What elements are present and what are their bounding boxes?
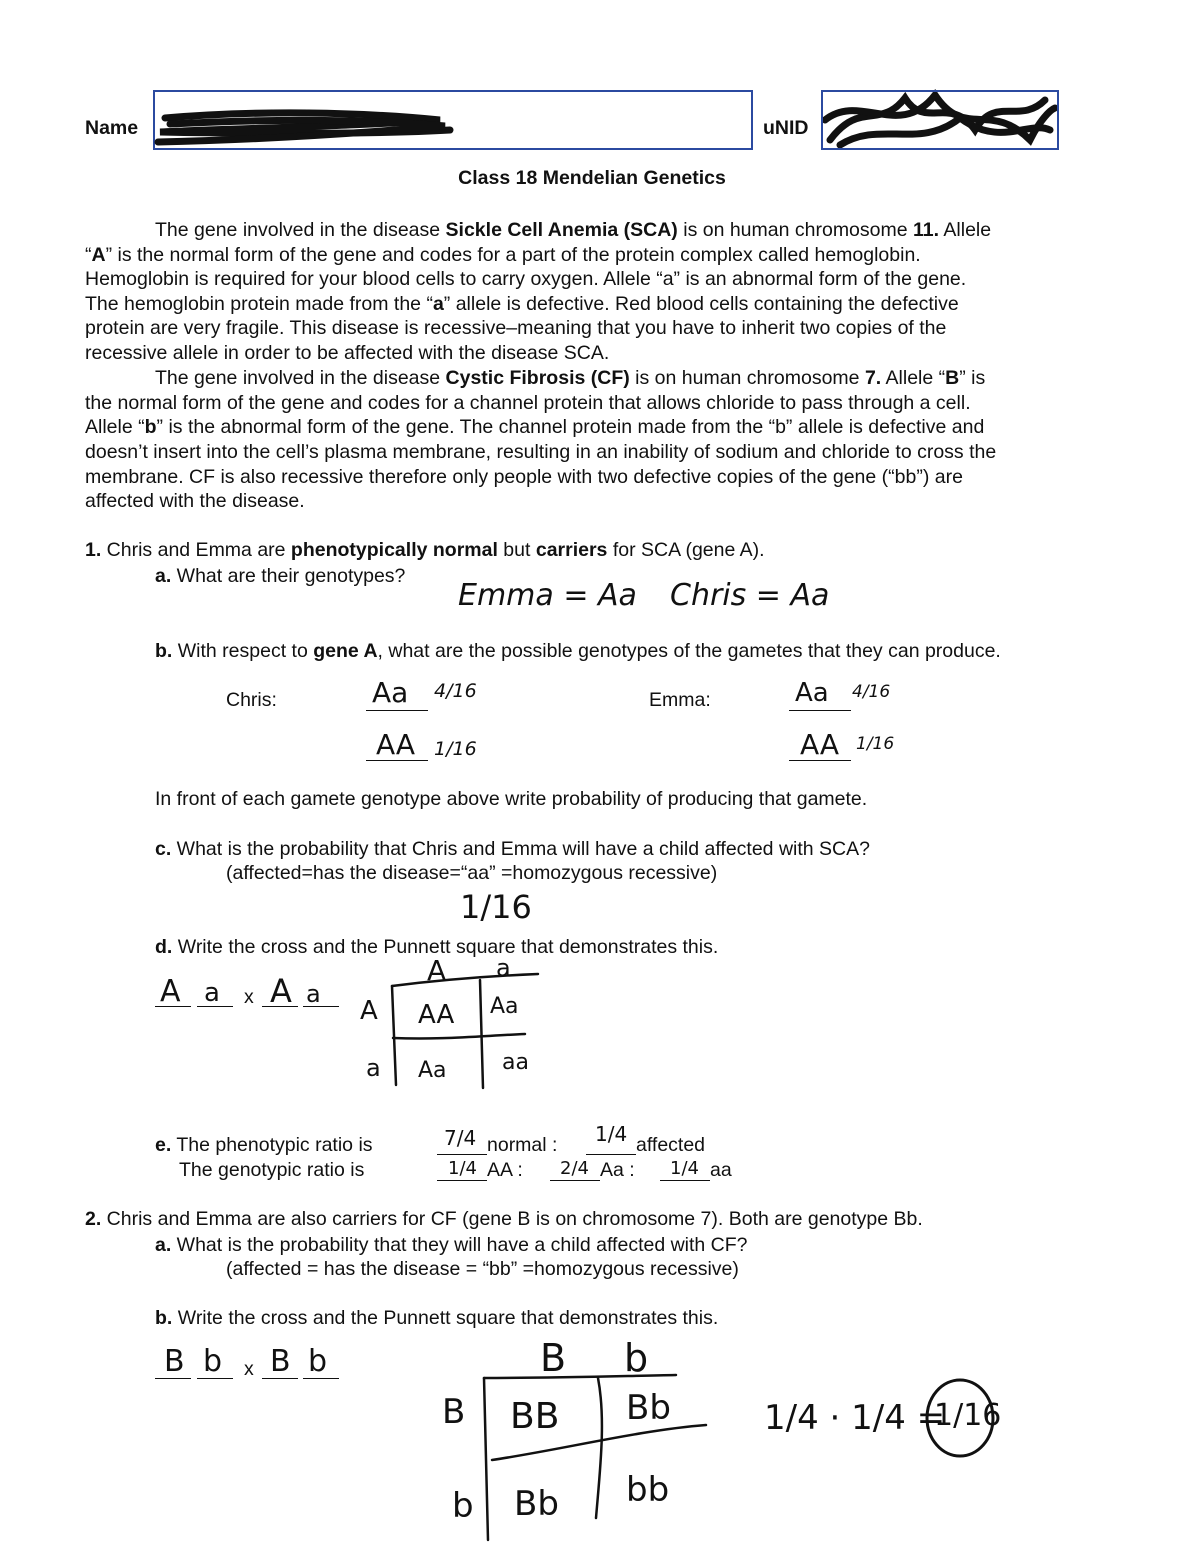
intro-p1-line5: protein are very fragile. This disease is recessive–meaning that you have to inherit two copies of the — [85, 317, 947, 339]
q2b-cross-p2b: b — [308, 1344, 328, 1379]
q1-prompt: 1. Chris and Emma are phenotypically normal but carriers for SCA (gene A). — [85, 539, 765, 561]
q2-punnett-col1: B — [540, 1336, 567, 1380]
q1d-cross-p2b: a — [306, 980, 321, 1008]
q1-punnett-row2: a — [366, 1054, 381, 1082]
q1d-cross-p1a: A — [160, 974, 181, 1009]
intro-p2-line2: the normal form of the gene and codes for a channel protein that allows chloride to pass through a cell. — [85, 392, 971, 414]
q1-punnett-cell-Aa2: Aa — [418, 1058, 447, 1083]
q1-punnett-cell-Aa1: Aa — [490, 994, 519, 1019]
q2b-cross-x: x — [244, 1358, 254, 1380]
chris-label: Chris: — [226, 689, 277, 711]
pheno-normal-value: 7/4 — [444, 1126, 477, 1150]
pheno-normal-label: normal : — [487, 1134, 558, 1156]
intro-p1-line4: The hemoglobin protein made from the “a” allele is defective. Red blood cells containing the defective — [85, 293, 959, 315]
q2b-cross-p2a: B — [270, 1344, 291, 1379]
geno-AA-value: 1/4 — [448, 1158, 477, 1179]
emma-gamete2: AA — [800, 728, 840, 761]
q1d-cross-x: x — [244, 986, 254, 1008]
q2-punnett-cell-bb: bb — [626, 1470, 670, 1510]
geno-Aa-value: 2/4 — [560, 1158, 589, 1179]
emma-prob1: 4/16 — [852, 682, 891, 702]
q1-punnett-col2: a — [496, 954, 511, 982]
geno-AA-blank[interactable] — [437, 1180, 487, 1181]
emma-prob2: 1/16 — [856, 734, 895, 754]
unid-label: uNID — [763, 117, 809, 139]
intro-p2-line4: doesn’t insert into the cell’s plasma membrane, resulting in an inability of sodium and chloride to cross the — [85, 441, 997, 463]
q1d-cross-p2a: A — [270, 972, 292, 1010]
intro-p1-line1: The gene involved in the disease Sickle Cell Anemia (SCA) is on human chromosome 11. Allele — [155, 219, 992, 241]
geno-AA-label: AA : — [487, 1159, 523, 1181]
gamete-note: In front of each gamete genotype above write probability of producing that gamete. — [155, 788, 868, 810]
chris-gamete1-blank[interactable] — [366, 710, 428, 711]
geno-aa-value: 1/4 — [670, 1158, 699, 1179]
q1c-sub: (affected=has the disease=“aa” =homozygous recessive) — [226, 862, 718, 884]
q2-punnett-cell-BB: BB — [510, 1396, 560, 1437]
chris-gamete1: Aa — [372, 676, 409, 709]
q1c-prompt: c. What is the probability that Chris and Emma will have a child affected with SCA? — [155, 838, 870, 860]
q1-punnett-col1: A — [427, 954, 447, 987]
q1e-prompt1: e. The phenotypic ratio is — [155, 1134, 373, 1156]
q1a-answer-emma: Emma = Aa — [458, 578, 637, 613]
geno-Aa-blank[interactable] — [550, 1180, 600, 1181]
page-title: Class 18 Mendelian Genetics — [458, 167, 726, 189]
intro-p2-line3: Allele “b” is the abnormal form of the gene. The channel protein made from the “b” allele is defective and — [85, 416, 985, 438]
chris-prob1: 4/16 — [434, 680, 477, 702]
intro-p2-line6: affected with the disease. — [85, 490, 305, 512]
pheno-normal-blank[interactable] — [437, 1154, 487, 1155]
emma-gamete1-blank[interactable] — [789, 710, 851, 711]
pheno-affected-blank[interactable] — [586, 1154, 636, 1155]
geno-Aa-label: Aa : — [600, 1159, 635, 1181]
q2-punnett-cell-Bb2: Bb — [514, 1484, 559, 1524]
intro-p1-line2: “A” is the normal form of the gene and codes for a part of the protein complex called hemoglobin. — [85, 244, 921, 266]
q2b-cross-p1a: B — [164, 1344, 185, 1379]
geno-aa-blank[interactable] — [660, 1180, 710, 1181]
q2-punnett-row1: B — [442, 1392, 466, 1432]
q1a-answer-chris: Chris = Aa — [670, 578, 830, 613]
geno-aa-label: aa — [710, 1159, 732, 1181]
q1e-prompt2: The genotypic ratio is — [179, 1159, 365, 1181]
q1a-prompt: a. What are their genotypes? — [155, 565, 406, 587]
q1c-answer: 1/16 — [460, 888, 532, 926]
q2-punnett-cell-Bb1: Bb — [626, 1388, 671, 1428]
q2-punnett-col2: b — [624, 1336, 649, 1380]
intro-p2-line5: membrane. CF is also recessive therefore only people with two defective copies of the gene (“bb”) are — [85, 466, 963, 488]
q2-answer: 1/16 — [934, 1398, 1002, 1433]
chris-gamete2: AA — [376, 728, 416, 761]
intro-p1-line6: recessive allele in order to be affected with the disease SCA. — [85, 342, 610, 364]
unid-field[interactable] — [821, 90, 1059, 150]
q1-punnett-row1: A — [360, 996, 378, 1026]
q2b-prompt: b. Write the cross and the Punnett square that demonstrates this. — [155, 1307, 719, 1329]
q1-punnett-cell-AA: AA — [418, 1000, 455, 1030]
emma-gamete1: Aa — [795, 678, 829, 708]
intro-p2-line1: The gene involved in the disease Cystic Fibrosis (CF) is on human chromosome 7. Allele “B” is — [155, 367, 986, 389]
q1d-cross-p1b: a — [204, 978, 220, 1008]
q2-punnett-row2: b — [452, 1486, 474, 1526]
pheno-affected-value: 1/4 — [595, 1122, 628, 1146]
q2a-prompt: a. What is the probability that they will have a child affected with CF? — [155, 1234, 748, 1256]
emma-label: Emma: — [649, 689, 711, 711]
q2a-sub: (affected = has the disease = “bb” =homozygous recessive) — [226, 1258, 739, 1280]
name-label: Name — [85, 117, 139, 139]
chris-prob2: 1/16 — [434, 738, 477, 760]
pheno-affected-label: affected — [636, 1134, 706, 1156]
q2-prompt: 2. Chris and Emma are also carriers for CF (gene B is on chromosome 7). Both are genotype Bb. — [85, 1208, 923, 1230]
q1d-prompt: d. Write the cross and the Punnett square that demonstrates this. — [155, 936, 719, 958]
q1b-prompt: b. With respect to gene A, what are the possible genotypes of the gametes that they can produce. — [155, 640, 1001, 662]
intro-p1-line3: Hemoglobin is required for your blood cells to carry oxygen. Allele “a” is an abnormal form of the gene. — [85, 268, 967, 290]
q1-punnett-cell-aa: aa — [502, 1050, 529, 1075]
q2b-cross-p1b: b — [203, 1344, 223, 1379]
q2-calculation: 1/4 · 1/4 = — [764, 1398, 946, 1438]
name-field[interactable] — [153, 90, 753, 150]
